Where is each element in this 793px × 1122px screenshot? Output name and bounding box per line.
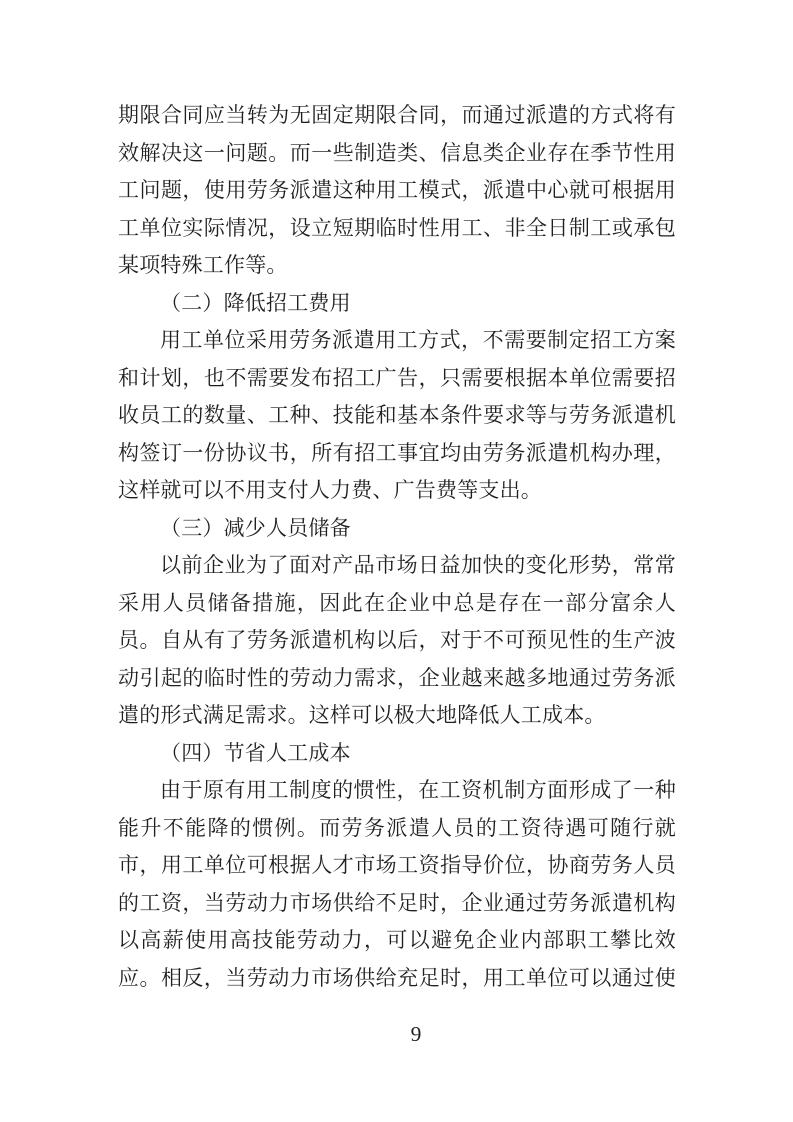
section-heading: （四）节省人工成本	[160, 740, 351, 765]
text-line: 遣的形式满足需求。这样可以极大地降低人工成本。	[118, 703, 606, 727]
text-line: 动引起的临时性的劳动力需求，企业越来越多地通过劳务派	[118, 665, 676, 690]
text-line: 构签订一份协议书，所有招工事宜均由劳务派遣机构办理，	[118, 440, 676, 465]
text-line: 这样就可以不用支付人力费、广告费等支出。	[118, 478, 542, 502]
section-heading: （二）降低招工费用	[160, 290, 351, 315]
text-line: 采用人员储备措施，因此在企业中总是存在一部分富余人	[118, 590, 676, 615]
text-line: 员。自从有了劳务派遣机构以后，对于不可预见性的生产波	[118, 628, 676, 652]
text-line: 工问题，使用劳务派遣这种用工模式，派遣中心就可根据用	[118, 178, 676, 202]
text-line: 某项特殊工作等。	[118, 253, 288, 277]
text-line: 以高薪使用高技能劳动力，可以避免企业内部职工攀比效	[118, 928, 676, 952]
text-line: 期限合同应当转为无固定期限合同，而通过派遣的方式将有	[118, 103, 676, 127]
section-heading: （三）减少人员储备	[160, 515, 351, 540]
text-line: 的工资，当劳动力市场供给不足时，企业通过劳务派遣机构	[118, 890, 676, 915]
text-line: 以前企业为了面对产品市场日益加快的变化形势，常常	[160, 553, 676, 577]
page-number: 9	[410, 1022, 422, 1046]
text-line: 和计划，也不需要发布招工广告，只需要根据本单位需要招	[118, 365, 676, 390]
text-line: 市，用工单位可根据人才市场工资指导价位，协商劳务人员	[118, 853, 676, 877]
text-line: 应。相反，当劳动力市场供给充足时，用工单位可以通过使	[118, 965, 676, 990]
text-line: 由于原有用工制度的惯性，在工资机制方面形成了一种	[160, 778, 676, 802]
text-line: 能升不能降的惯例。而劳务派遣人员的工资待遇可随行就	[118, 815, 676, 840]
page-footer	[0, 1022, 793, 1046]
text-line: 收员工的数量、工种、技能和基本条件要求等与劳务派遣机	[118, 403, 676, 427]
text-line: 工单位实际情况，设立短期临时性用工、非全日制工或承包	[118, 215, 676, 240]
text-line: 效解决这一问题。而一些制造类、信息类企业存在季节性用	[118, 140, 676, 165]
text-line: 用工单位采用劳务派遣用工方式，不需要制定招工方案	[160, 328, 676, 352]
page-body-text	[118, 97, 676, 997]
